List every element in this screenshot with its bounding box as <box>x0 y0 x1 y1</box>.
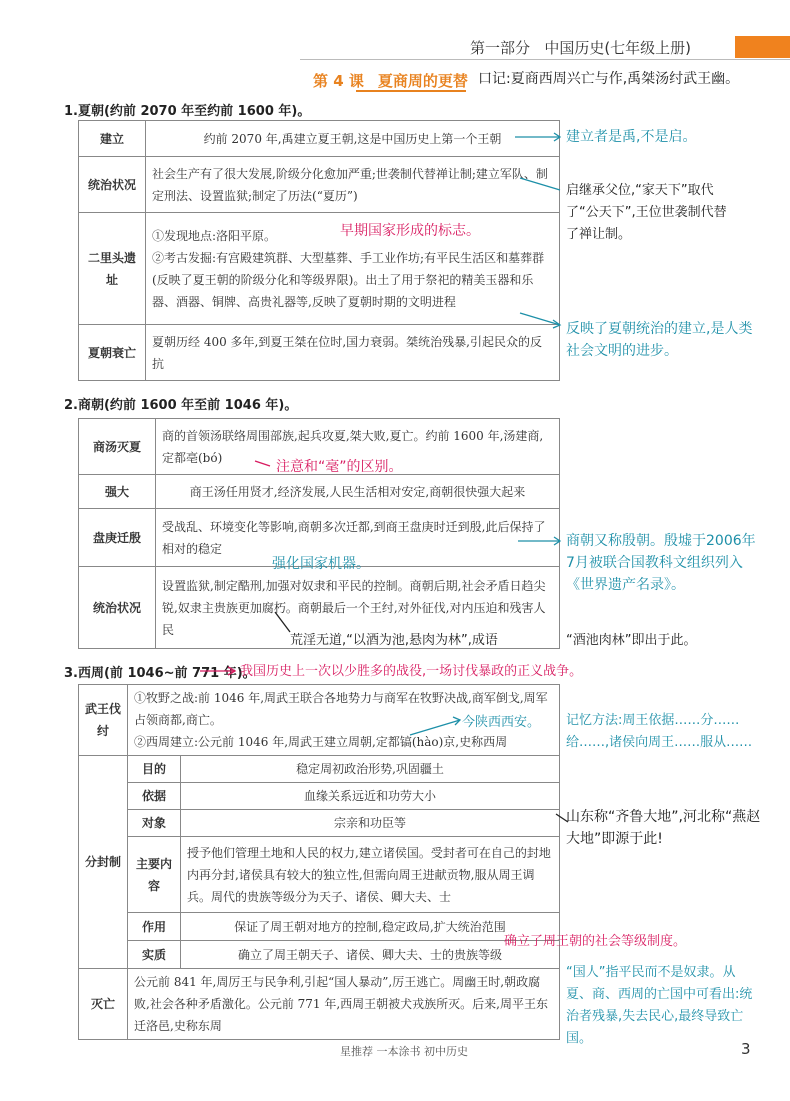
note-qilu-yanzhao: 山东称“齐鲁大地”,河北称“燕赵大地”即源于此! <box>566 809 761 847</box>
note-founder: 建立者是禹,不是启。 <box>566 129 697 145</box>
fenfeng-key: 作用 <box>128 913 181 941</box>
section-heading-xia: 1.夏朝(约前 2070 年至约前 1600 年)。 <box>64 104 311 119</box>
row-content: 设置监狱,制定酷刑,加强对奴隶和平民的控制。商朝后期,社会矛盾日趋尖锐,奴隶主贵族更加腐朽。商朝最后一个王纣,对外征伐,对内压迫和残害人民 <box>156 567 560 649</box>
muye-battle: ①牧野之战:前 1046 年,周武王联合各地势力与商军在牧野决战,商军倒戈,周军占领商都,商亡。 <box>134 691 548 727</box>
fenfeng-value: 保证了周王朝对地方的控制,稳定政局,扩大统治范围 <box>181 913 560 941</box>
arrow-line <box>520 313 560 325</box>
xizhou-founding: ②西周建立:公元前 1046 年,周武王建立周朝,定都镐(hào)京,史称西周 <box>134 735 508 749</box>
row-label: 夏朝衰亡 <box>79 325 146 381</box>
fenfeng-value: 授予他们管理土地和人民的权力,建立诸侯国。受封者可在自己的封地内再分封,诸侯具有较大的独立性,但需向周王进献贡物,服从周王调兵。周代的贵族等级分为天子、诸侯、卿大夫、士 <box>181 837 560 913</box>
header-subject: 中国历史(七年级上册) <box>544 39 692 57</box>
row-label: 强大 <box>79 475 156 509</box>
note-muye-battle: 我国历史上一次以少胜多的战役,一场讨伐暴政的正义战争。 <box>240 664 583 679</box>
row-content: 受战乱、环境变化等影响,商朝多次迁都,到商王盘庚时迁到殷,此后保持了相对的稳定 <box>156 509 560 567</box>
note-memory-tip: 记忆方法:周王依据……分……给……,诸侯向周王……服从…… <box>566 713 753 750</box>
row-content: 约前 2070 年,禹建立夏王朝,这是中国历史上第一个王朝 <box>146 121 560 157</box>
row-label: 建立 <box>79 121 146 157</box>
arrow-line <box>255 461 270 466</box>
row-content: 商王汤任用贤才,经济发展,人民生活相对安定,商朝很快强大起来 <box>156 475 560 509</box>
note-bo-char: 注意和“毫”的区别。 <box>276 459 403 475</box>
row-label: 统治状况 <box>79 567 156 649</box>
note-yinxu: 商朝又称殷朝。殷墟于2006年7月被联合国教科文组织列入《世界遗产名录》。 <box>566 533 756 593</box>
note-early-state: 早期国家形成的标志。 <box>340 223 480 239</box>
note-idiom-origin: “酒池肉林”即出于此。 <box>566 633 697 648</box>
fenfeng-key: 依据 <box>128 783 181 810</box>
row-content: 商的首领汤联络周围部族,起兵攻夏,桀大败,夏亡。约前 1600 年,汤建商,定都亳(bó) <box>156 419 560 475</box>
fenfeng-key: 实质 <box>128 941 181 969</box>
row-label: 商汤灭夏 <box>79 419 156 475</box>
section-heading-xizhou: 3.西周(前 1046~前 771 年)。 <box>64 666 256 681</box>
row-label: 盘庚迁殷 <box>79 509 156 567</box>
row-content: 夏朝历经 400 多年,到夏王桀在位时,国力衰弱。桀统治残暴,引起民众的反抗 <box>146 325 560 381</box>
note-haojing: 今陕西西安。 <box>462 715 541 730</box>
fenfeng-value: 血缘关系远近和功劳大小 <box>181 783 560 810</box>
arrow-line <box>410 720 460 735</box>
row-content: 公元前 841 年,周厉王与民争利,引起“国人暴动”,厉王逃亡。周幽王时,朝政腐败,社会各种矛盾激化。公元前 771 年,西周王朝被犬戎族所灭。后来,周平王东迁洛邑,史称东周 <box>128 969 560 1040</box>
note-jiuchi: 荒淫无道,“以酒为池,悬肉为林”,成语 <box>290 633 498 648</box>
page-number: 3 <box>741 1040 751 1058</box>
note-social-hierarchy: 确立了周王朝的社会等级制度。 <box>504 934 687 949</box>
row-label: 灭亡 <box>79 969 128 1040</box>
note-guoren: “国人”指平民而不是奴隶。从夏、商、西周的亡国中可看出:统治者残暴,失去民心,最终导致亡国。 <box>566 965 753 1046</box>
arrow-line <box>520 178 560 190</box>
fenfeng-key: 主要内容 <box>128 837 181 913</box>
note-state-machine: 强化国家机器。 <box>272 556 370 572</box>
fenfeng-label: 分封制 <box>79 756 128 969</box>
arrow-line <box>275 612 290 632</box>
footer-text: 星推荐 一本涂书 初中历史 <box>340 1045 468 1058</box>
fenfeng-value: 确立了周王朝天子、诸侯、卿大夫、士的贵族等级 <box>181 941 560 969</box>
fenfeng-value: 宗亲和功臣等 <box>181 810 560 837</box>
note-hereditary: 启继承父位,“家天下”取代了“公天下”,王位世袭制代替了禅让制。 <box>566 183 727 242</box>
section-heading-shang: 2.商朝(约前 1600 年至前 1046 年)。 <box>64 398 298 413</box>
note-civilization: 反映了夏朝统治的建立,是人类社会文明的进步。 <box>566 321 753 359</box>
erlitou-excavation: ②考古发掘:有宫殿建筑群、大型墓葬、手工业作坊;有平民生活区和墓葬群(反映了夏王朝的阶级分化和等级界限)。出土了用于祭祀的精美玉器和乐器、酒器、铜牌、高贵礼器等,反映了夏朝时期的文明进程 <box>152 250 545 309</box>
fenfeng-key: 对象 <box>128 810 181 837</box>
row-label: 二里头遗址 <box>79 213 146 325</box>
header-part: 第一部分 <box>470 39 531 57</box>
fenfeng-value: 稳定周初政治形势,巩固疆土 <box>181 756 560 783</box>
row-label: 统治状况 <box>79 157 146 213</box>
lesson-number: 第 4 课 <box>313 72 364 90</box>
row-label: 武王伐纣 <box>79 685 128 756</box>
row-content: 社会生产有了很大发展,阶级分化愈加严重;世袭制代替禅让制;建立军队、制定刑法、设置监狱;制定了历法(“夏历”) <box>146 157 560 213</box>
lesson-name: 夏商周的更替 <box>377 72 468 90</box>
erlitou-location: ①发现地点:洛阳平原。 <box>152 228 277 243</box>
fenfeng-key: 目的 <box>128 756 181 783</box>
lesson-mnemonic-note: 口记:夏商西周兴亡与作,禹桀汤纣武王幽。 <box>478 71 740 87</box>
